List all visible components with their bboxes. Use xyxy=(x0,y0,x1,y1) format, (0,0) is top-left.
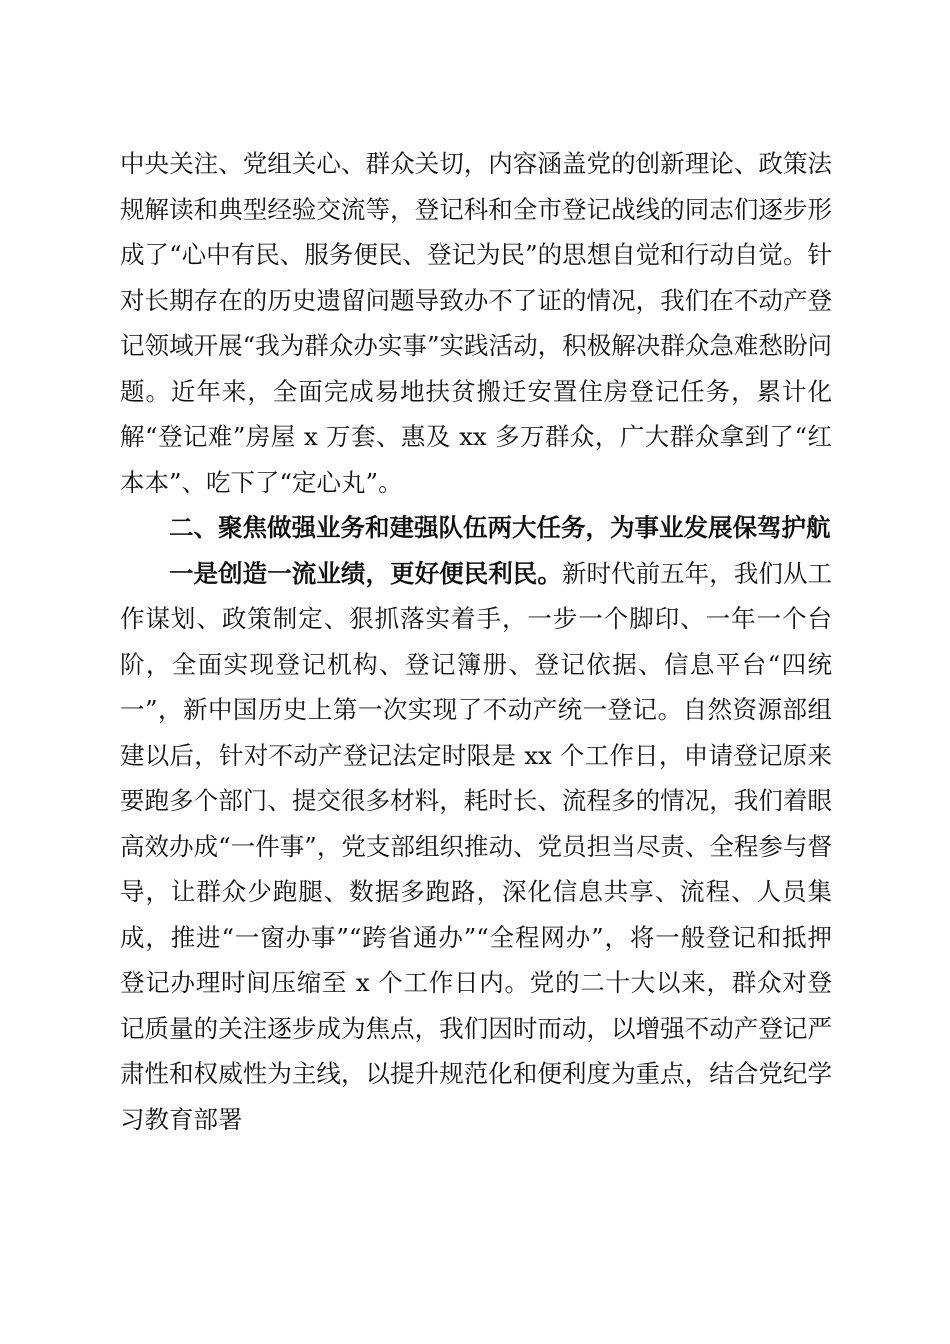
section-heading: 二、聚焦做强业务和建强队伍两大任务，为事业发展保驾护航 xyxy=(169,513,831,542)
paragraph-body-text: 新时代前五年，我们从工作谋划、政策制定、狠抓落实着手，一步一个脚印、一年一个台阶，全面实现登记机构、登记簿册、登记依据、信息平台“四统一”，新中国历史上第一次实现了不动产统一登记。自然资源部组建以后，针对不动产登记法定时限是 xx 个工作日，申请登记原来要跑多个部门、提交很多材料，耗时长、流程多的情况，我们着眼高效办成“一件事”，党支部组织推动、党员担当尽责、全程参与督导，让群众少跑腿、数据多跑路，深化信息共享、流程、人员集成，推进“一窗办事”“跨省通办”“全程网办”，将一般登记和抵押登记办理时间压缩至 x 个工作日内。党的二十大以来，群众对登记质量的关注逐步成为焦点，我们因时而动，以增强不动产登记严肃性和权威性为主线，以提升规范化和便利度为重点，结合党纪学习教育部署 xyxy=(120,558,832,1134)
document-body xyxy=(120,141,832,1142)
paragraph-continued: 中央关注、党组关心、群众关切，内容涵盖党的创新理论、政策法规解读和典型经验交流等，登记科和全市登记战线的同志们逐步形成了“心中有民、服务便民、登记为民”的思想自觉和行动自觉。针对长期存在的历史遗留问题导致办不了证的情况，我们在不动产登记领域开展“我为群众办实事”实践活动，积极解决群众急难愁盼问题。近年来，全面完成易地扶贫搬迁安置住房登记任务，累计化解“登记难”房屋 x 万套、惠及 xx 多万群众，广大群众拿到了“红本本”、吃下了“定心丸”。 xyxy=(120,149,832,497)
paragraph-section-body xyxy=(120,551,832,1143)
paragraph-lead-sentence: 一是创造一流业绩，更好便民利民。 xyxy=(169,558,562,588)
